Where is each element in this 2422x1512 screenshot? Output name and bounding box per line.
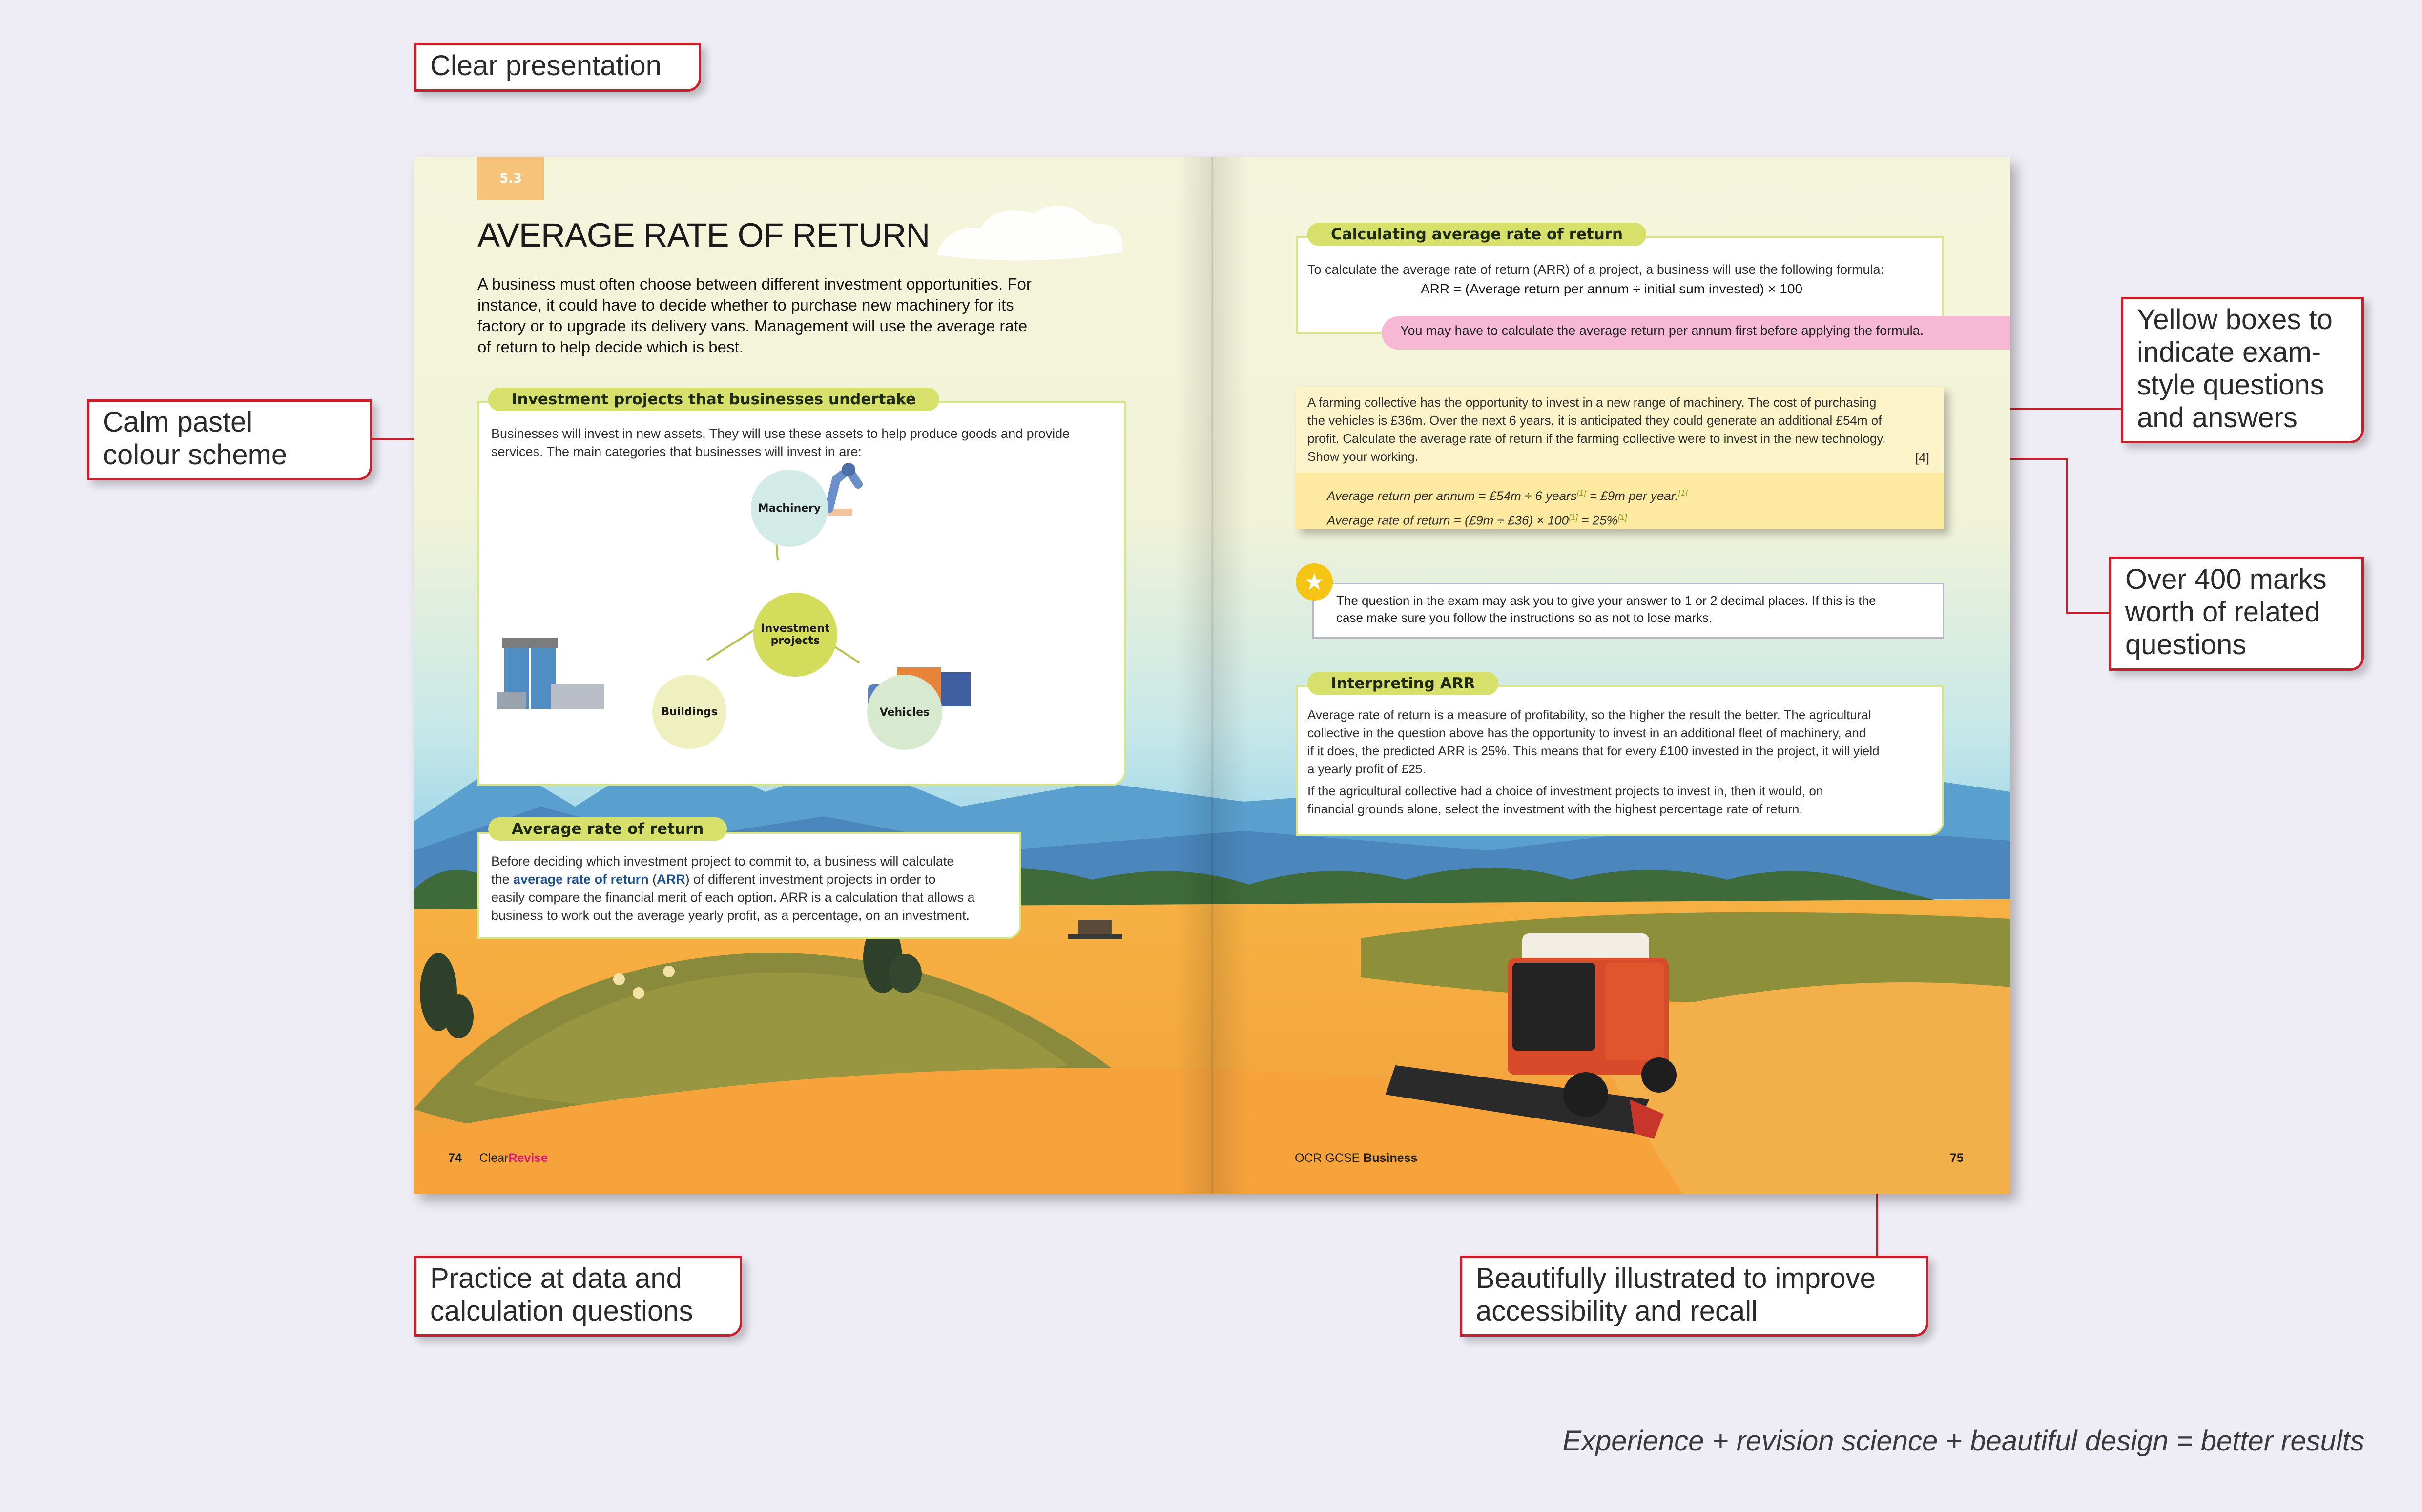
- node-label: projects: [770, 635, 820, 647]
- exam-note-line: The question in the exam may ask you to give your answer to 1 or 2 decimal places. If this is the: [1336, 593, 1876, 608]
- diagram-node-machinery: [751, 470, 828, 547]
- tip-banner: [1382, 316, 2010, 350]
- diagram-node-vehicles: [867, 675, 942, 750]
- callout-text: Beautifully illustrated to improve: [1476, 1263, 1876, 1294]
- callout-text: Over 400 marks: [2125, 563, 2327, 595]
- callout-text: calculation questions: [430, 1295, 693, 1327]
- callout-text: worth of related: [2125, 596, 2320, 628]
- interp-line: if it does, the predicted ARR is 25%. This means that for every £100 invested in the project, it will yield: [1307, 744, 1880, 758]
- callout-text: Calm pastel: [103, 406, 253, 438]
- arr-line: business to work out the average yearly profit, as a percentage, on an investment.: [491, 908, 970, 923]
- interp-line: a yearly profit of £25.: [1307, 762, 1426, 776]
- arr-term: average rate of return: [513, 872, 649, 887]
- brand-clear: Clear: [479, 1151, 509, 1165]
- question-line: the vehicles is £36m. Over the next 6 years, it is anticipated they could generate an additional £54m of: [1307, 413, 1882, 428]
- exam-note-box: [1312, 583, 1944, 639]
- intro-paragraph: [477, 273, 1032, 357]
- arr-line: easily compare the financial merit of each option. ARR is a calculation that allows a: [491, 890, 975, 905]
- calc-text: To calculate the average rate of return (ARR) of a project, a business will use the following formula:: [1307, 262, 1884, 277]
- silo-illustration: [497, 638, 604, 709]
- intro-line: instance, it could have to decide whether to purchase new machinery for its: [477, 296, 1014, 314]
- callout-400-marks: [2109, 557, 2364, 671]
- callout-practice: [414, 1256, 742, 1337]
- answer-span: = 25%: [1581, 513, 1618, 528]
- hay-bale: [633, 987, 644, 999]
- arr-abbrev: ARR: [657, 872, 685, 887]
- callout-pastel-colours: [87, 399, 372, 480]
- callout-text: style questions: [2137, 369, 2324, 401]
- answer-span: = £9m per year.: [1589, 488, 1678, 503]
- footer-subject: Business: [1363, 1151, 1418, 1165]
- leader-line: [2066, 612, 2109, 614]
- callout-text: and answers: [2137, 402, 2298, 434]
- intro-line: factory or to upgrade its delivery vans. Management will use the average rate: [477, 317, 1028, 335]
- question-marks: [4]: [1915, 450, 1929, 465]
- node-label: Machinery: [758, 502, 821, 515]
- callout-text: colour scheme: [103, 439, 288, 471]
- answer-span: Average rate of return = (£9m ÷ £36) × 100: [1327, 513, 1569, 528]
- callout-text: Yellow boxes to: [2137, 304, 2333, 335]
- exam-note-text: [1336, 592, 1943, 626]
- arr-span: (: [648, 872, 657, 887]
- answer-mark: [1]: [1678, 488, 1688, 497]
- intro-line: of return to help decide which is best.: [477, 338, 744, 356]
- arr-formula: ARR = (Average return per annum ÷ initial sum invested) × 100: [1421, 281, 1803, 296]
- exam-question-box: [1296, 387, 1944, 529]
- projects-line: Businesses will invest in new assets. They will use these assets to help produce goods and provide: [491, 426, 1070, 441]
- left-footer: [448, 1151, 548, 1165]
- answer-mark: [1]: [1576, 488, 1586, 497]
- answer-line: [1327, 482, 1688, 507]
- average-rate-of-return-heading: Average rate of return: [488, 817, 727, 841]
- question-line: profit. Calculate the average rate of return if the farming collective were to invest in the new technology.: [1307, 431, 1886, 446]
- footer-series: OCR GCSE: [1295, 1151, 1364, 1165]
- calculating-arr-heading: Calculating average rate of return: [1307, 223, 1646, 246]
- section-badge: [477, 157, 544, 200]
- arr-line: [491, 870, 975, 889]
- hay-bale: [613, 973, 625, 985]
- interp-line: collective in the question above has the opportunity to invest in an additional fleet of machinery, and: [1307, 725, 1866, 740]
- node-label: Buildings: [661, 705, 718, 718]
- answer-mark: [1]: [1617, 512, 1627, 522]
- diagram-node-investment-projects: [753, 593, 837, 677]
- projects-line: services. The main categories that businesses will invest in are:: [491, 444, 862, 459]
- arr-line: Before deciding which investment project to commit to, a business will calculate: [491, 854, 954, 869]
- arr-span: the: [491, 872, 514, 887]
- exam-note-line: case make sure you follow the instructions so as not to lose marks.: [1336, 610, 1713, 625]
- right-footer: [1295, 1151, 1417, 1165]
- section-number: 5.3: [499, 171, 522, 186]
- star-icon: ★: [1296, 563, 1333, 601]
- interp-line: Average rate of return is a measure of profitability, so the higher the result the better. The agricultural: [1307, 707, 1871, 722]
- arr-span: ) of different investment projects in order to: [685, 872, 936, 887]
- book-spread: [414, 157, 2010, 1194]
- callout-text: Clear presentation: [430, 50, 662, 82]
- diagram-node-buildings: [652, 675, 726, 749]
- brand-revise: Revise: [508, 1151, 548, 1165]
- answer-text: [1327, 482, 1688, 531]
- callout-text: indicate exam-: [2137, 336, 2321, 368]
- tree: [444, 994, 474, 1038]
- callout-text: questions: [2125, 629, 2247, 661]
- tip-text: You may have to calculate the average return per annum first before applying the formula.: [1400, 323, 1924, 338]
- question-text: [1307, 394, 1886, 466]
- interpreting-text: [1307, 706, 1880, 818]
- page-number-left: 74: [448, 1151, 462, 1165]
- question-line: A farming collective has the opportunity to invest in a new range of machinery. The cost of purchasing: [1307, 395, 1877, 410]
- arr-text: [491, 852, 975, 925]
- hay-bale: [663, 966, 675, 977]
- callout-text: accessibility and recall: [1476, 1295, 1758, 1327]
- node-label: Vehicles: [879, 706, 930, 719]
- callout-clear-presentation: [414, 43, 701, 92]
- answer-span: Average return per annum = £54m ÷ 6 years: [1327, 488, 1577, 503]
- answer-line: [1327, 507, 1688, 531]
- tagline: Experience + revision science + beautiful design = better results: [1562, 1425, 2364, 1457]
- tree: [889, 954, 922, 993]
- interp-line: financial grounds alone, select the investment with the highest percentage rate of return.: [1307, 802, 1803, 816]
- callout-illustrated: [1460, 1256, 1928, 1337]
- callout-text: Practice at data and: [430, 1263, 682, 1294]
- answer-mark: [1]: [1569, 512, 1578, 522]
- interp-line: If the agricultural collective had a choice of investment projects to invest in, then it would, on: [1307, 784, 1823, 798]
- callout-yellow-boxes: [2121, 297, 2364, 443]
- leader-line: [2066, 458, 2068, 614]
- page-number-right: 75: [1950, 1151, 1964, 1165]
- node-label: Investment: [761, 622, 830, 635]
- page-title: AVERAGE RATE OF RETURN: [477, 216, 930, 254]
- intro-line: A business must often choose between different investment opportunities. For: [477, 275, 1032, 293]
- investment-projects-heading: Investment projects that businesses undertake: [488, 388, 939, 411]
- interpreting-arr-heading: Interpreting ARR: [1307, 672, 1498, 695]
- question-line: Show your working.: [1307, 449, 1418, 464]
